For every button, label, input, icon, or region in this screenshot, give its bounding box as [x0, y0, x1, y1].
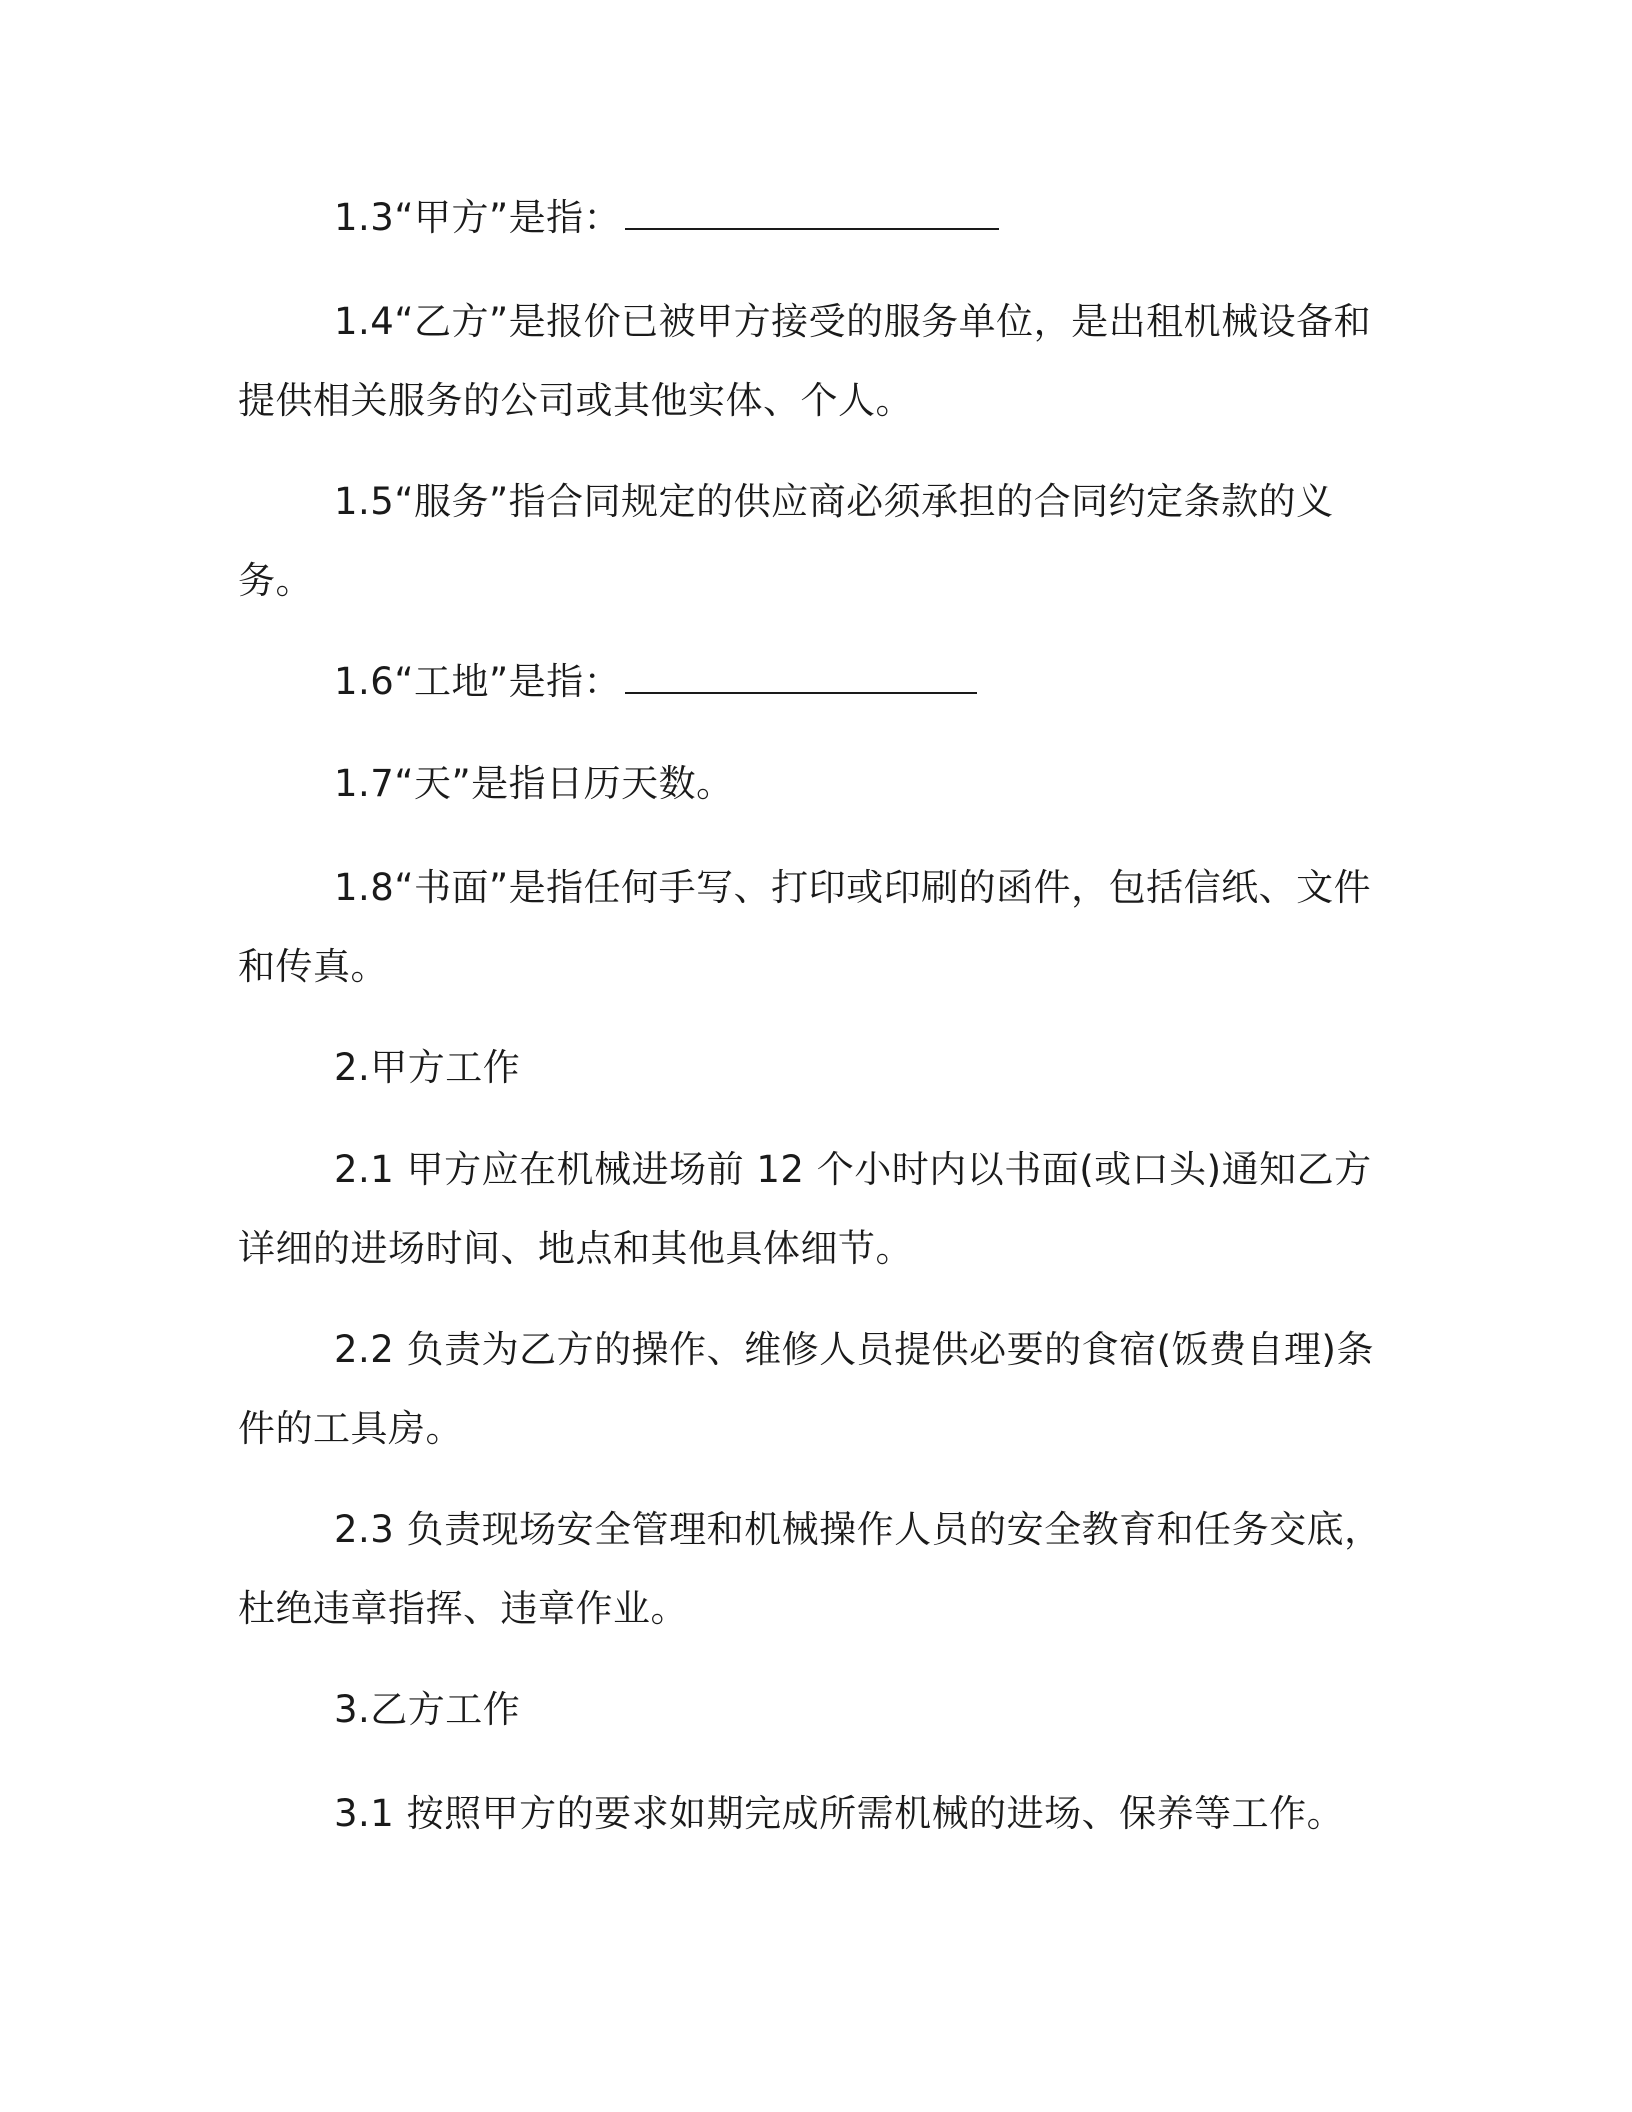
clause-1-4: 1.4“乙方”是报价已被甲方接受的服务单位，是出租机械设备和提供相关服务的公司或其他实体、个人。: [238, 300, 1372, 422]
clause-3-1: 3.1 按照甲方的要求如期完成所需机械的进场、保养等工作。: [334, 1792, 1345, 1835]
clause-1-5: 1.5“服务”指合同规定的供应商必须承担的合同约定条款的义务。: [238, 480, 1334, 602]
clause-text: 1.3“甲方”是指：: [334, 196, 622, 239]
fill-in-blank-line: [625, 198, 999, 230]
clause-2-3: 2.3 负责现场安全管理和机械操作人员的安全教育和任务交底，杜绝违章指挥、违章作业。: [238, 1508, 1382, 1630]
section-heading-3: 3.乙方工作: [334, 1688, 521, 1731]
clause-1-8: 1.8“书面”是指任何手写、打印或印刷的函件，包括信纸、文件和传真。: [238, 866, 1372, 988]
clause-2-2: 2.2 负责为乙方的操作、维修人员提供必要的食宿(饭费自理)条件的工具房。: [238, 1328, 1374, 1450]
section-heading-2: 2.甲方工作: [334, 1046, 521, 1089]
clause-1-3: [238, 178, 1388, 257]
clause-2-1: 2.1 甲方应在机械进场前 12 个小时内以书面(或口头)通知乙方详细的进场时间、地点和其他具体细节。: [238, 1148, 1372, 1270]
clause-1-7: 1.7“天”是指日历天数。: [334, 762, 734, 805]
fill-in-blank-line: [625, 662, 977, 694]
clause-text: 1.6“工地”是指：: [334, 660, 622, 703]
clause-1-6: [238, 642, 1388, 721]
